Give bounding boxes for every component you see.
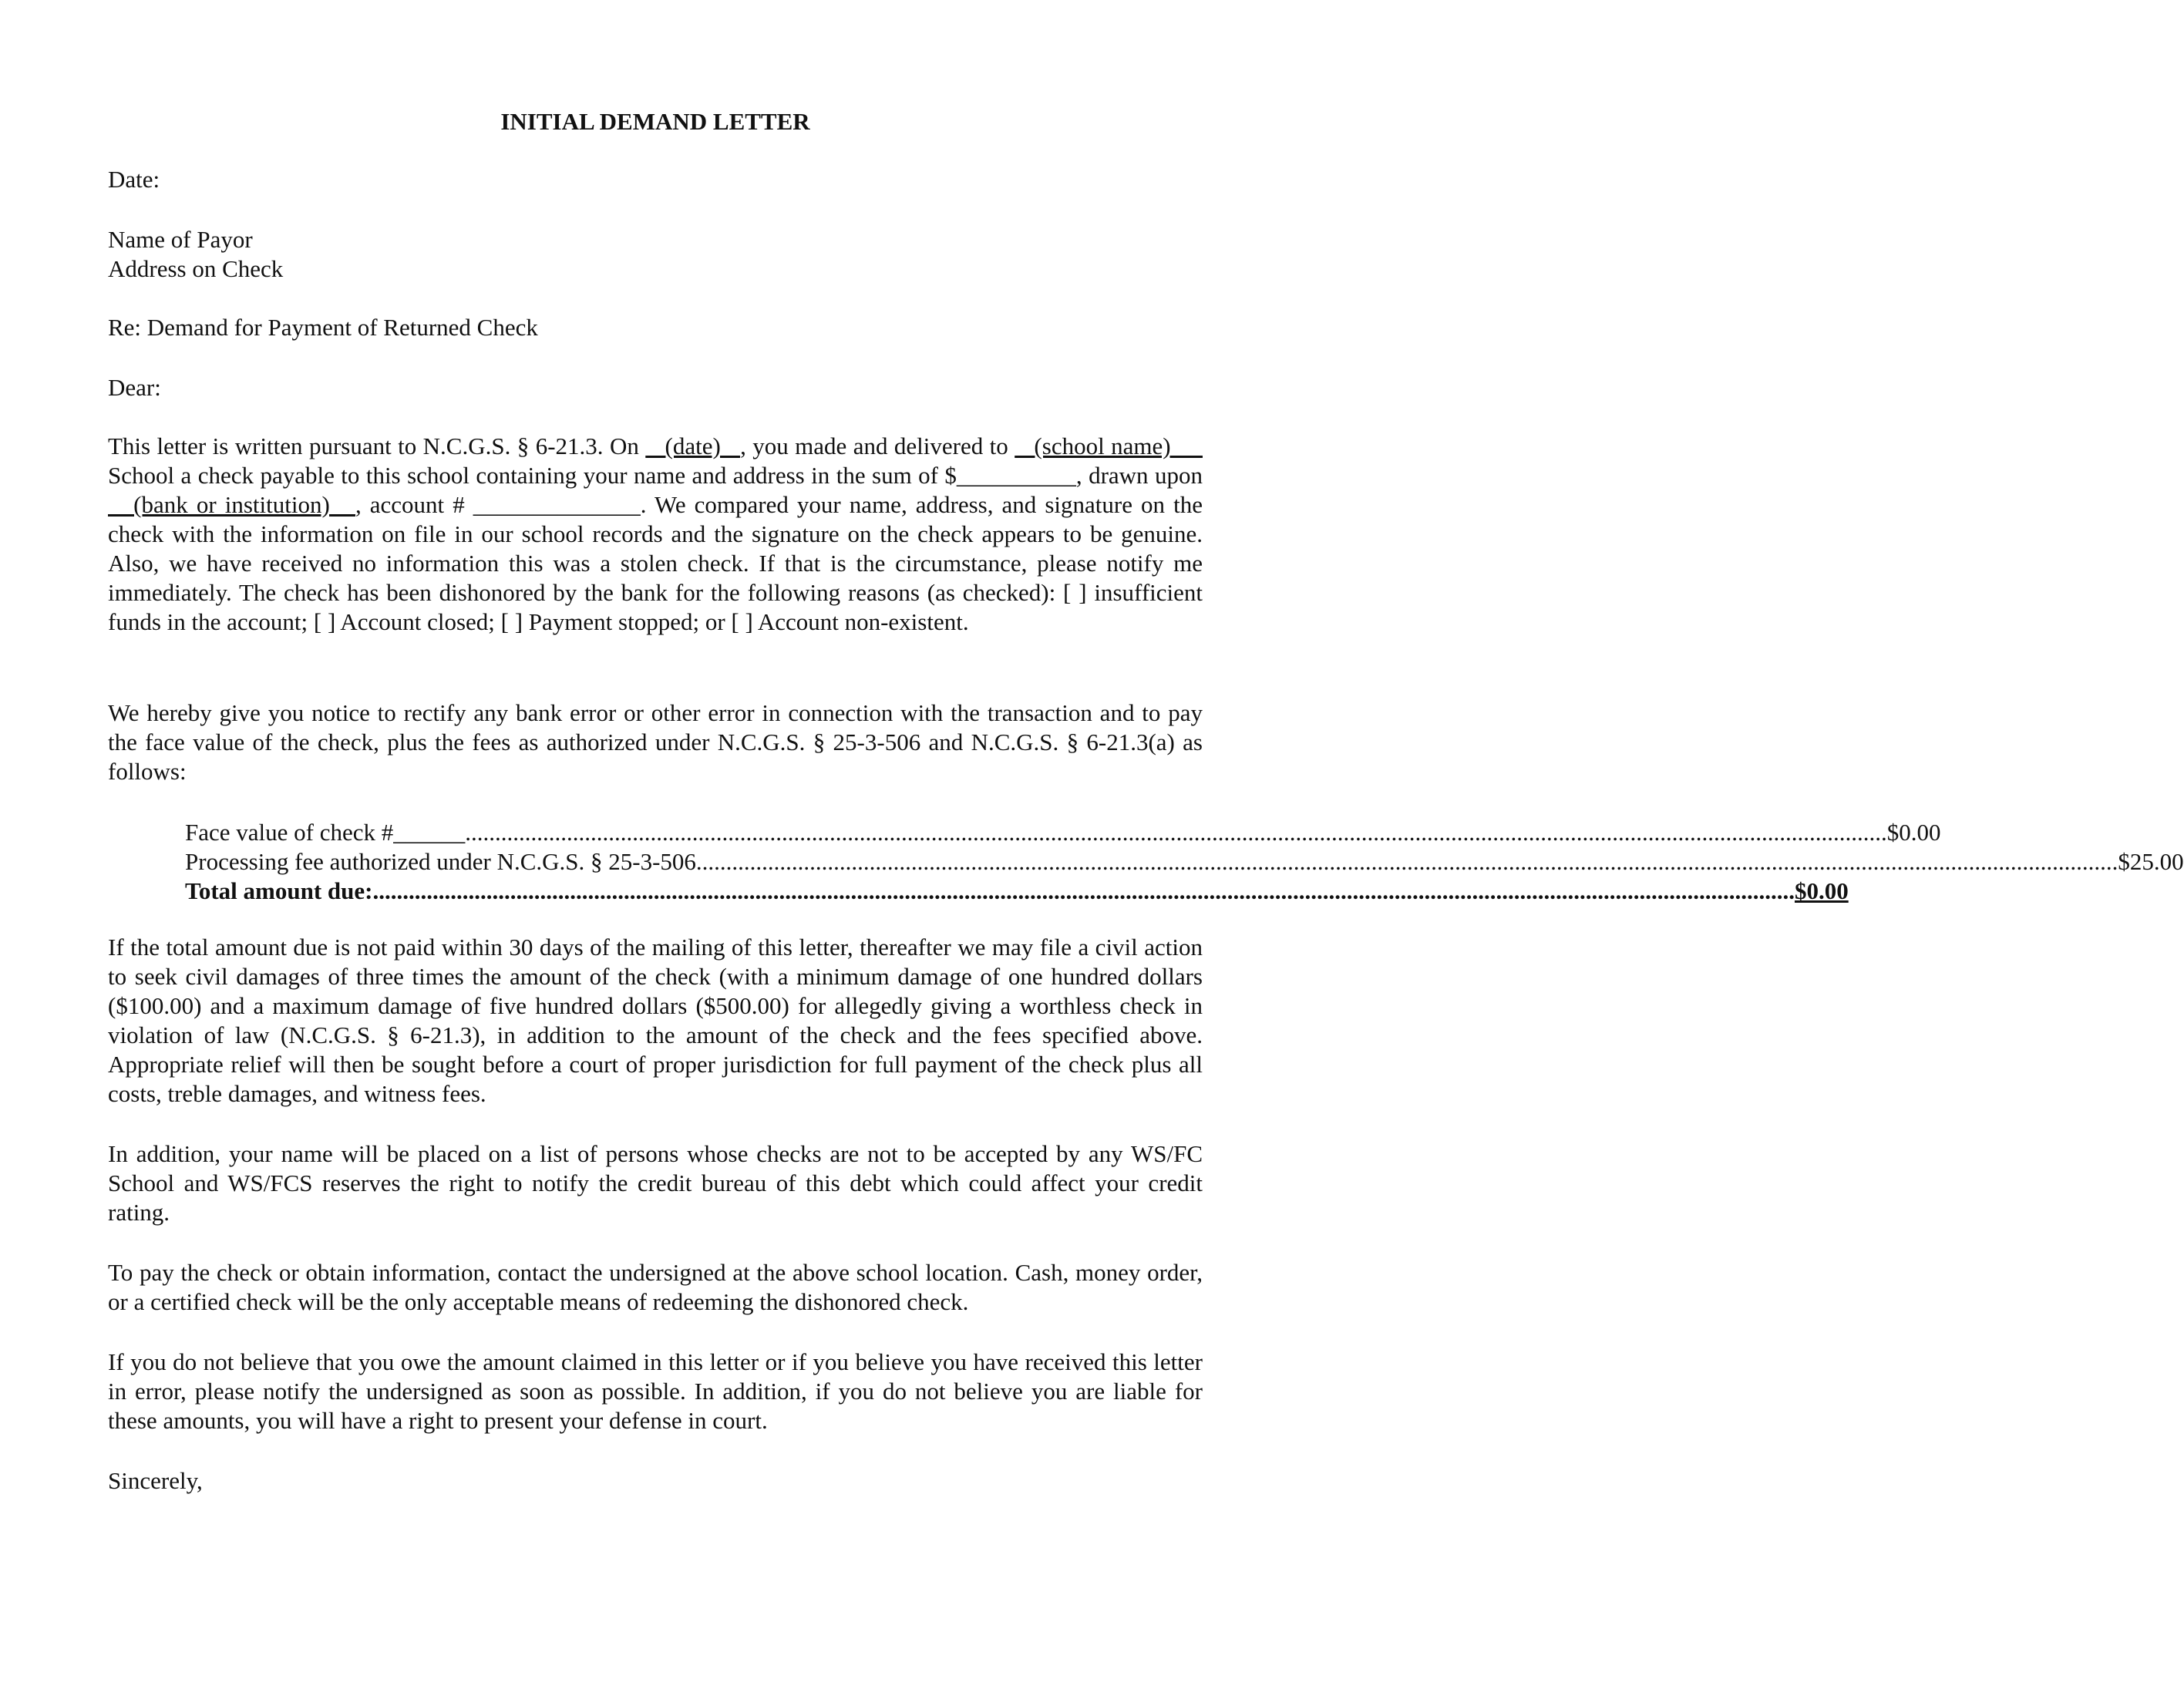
date-label: Date: xyxy=(108,166,160,193)
face-value-amount: $0.00 xyxy=(1886,819,1941,846)
page-title: INITIAL DEMAND LETTER xyxy=(500,108,810,135)
processing-fee-amount: $25.00 xyxy=(2118,848,2184,875)
p1-text-6: . We compared your name, address, and signature on the check with the information on file in our school records and the signature on the check appears to be genuine. Also, we have received no information this was a stolen check. If that is the circumstance, please notify me immediately. The check has been dishonored by the bank for the following reasons (as checked): [ ] insufficient funds in the account; [ ] Account closed; [ ] Payment stopped; or [ ] Account non-existent. xyxy=(108,491,1203,635)
paragraph-credit: In addition, your name will be placed on a list of persons whose checks are not to be accepted by any WS/FC School and WS/FCS reserves the right to notify the credit bureau of this debt which could affect your credit rating. xyxy=(108,1140,1203,1226)
payor-block xyxy=(108,225,1203,284)
closing: Sincerely, xyxy=(108,1467,203,1494)
paragraph-notice: We hereby give you notice to rectify any bank error or other error in connection with the transaction and to pay the face value of the check, plus the fees as authorized under N.C.G.S. § 25-3-506 and N.C.G.S. § 6-21.3(a) as follows: xyxy=(108,699,1203,785)
school-name-blank: (school name) xyxy=(1015,432,1203,459)
leader-dots: .............................................................................................................................................................................................................................................. xyxy=(465,819,1887,846)
p1-text-5: , account # xyxy=(355,491,473,518)
total-label: Total amount due: xyxy=(185,877,373,904)
face-value-label: Face value of check #______ xyxy=(185,819,466,846)
fee-row-face-value xyxy=(185,818,1941,847)
re-line: Re: Demand for Payment of Returned Check xyxy=(108,314,538,341)
account-number-blank: ______________ xyxy=(473,491,641,518)
paragraph-dispute: If you do not believe that you owe the amount claimed in this letter or if you believe you have received this letter in error, please notify the undersigned as soon as possible. In addition, if you do not believe you are liable for these amounts, you will have a right to present your defense in court. xyxy=(108,1348,1203,1434)
bank-blank: (bank or institution) xyxy=(108,491,355,518)
paragraph-pursuant xyxy=(108,432,1203,637)
processing-fee-label: Processing fee authorized under N.C.G.S. § 25-3-506 xyxy=(185,848,696,875)
fee-row-processing xyxy=(185,847,2184,877)
leader-dots: .............................................................................................................................................................................................................................................. xyxy=(372,877,1795,904)
p1-text-3: School a check payable to this school containing your name and address in the sum of $ xyxy=(108,462,957,489)
fee-table xyxy=(185,818,2184,906)
payor-name: Name of Payor xyxy=(108,226,253,253)
leader-dots: .............................................................................................................................................................................................................................................. xyxy=(695,848,2118,875)
fee-row-total xyxy=(185,877,1849,906)
total-amount: $0.00 xyxy=(1794,877,1849,904)
p1-text-2: , you made and delivered to xyxy=(740,432,1015,459)
payor-address: Address on Check xyxy=(108,255,284,282)
p1-text-1: This letter is written pursuant to N.C.G.S. § 6-21.3. On xyxy=(108,432,646,459)
p1-text-4: , drawn upon xyxy=(1075,462,1203,489)
paragraph-payment: To pay the check or obtain information, contact the undersigned at the above school location. Cash, money order, or a certified check will be the only acceptable means of redeeming the dishonored check. xyxy=(108,1259,1203,1315)
amount-blank: __________ xyxy=(956,462,1076,489)
date-blank: (date) xyxy=(645,432,741,459)
paragraph-civil-action: If the total amount due is not paid within 30 days of the mailing of this letter, thereafter we may file a civil action to seek civil damages of three times the amount of the check (with a minimum damage of one hundred dollars ($100.00) and a maximum damage of five hundred dollars ($500.00) for allegedly giving a worthless check in violation of law (N.C.G.S. § 6-21.3), in addition to the amount of the check and the fees specified above. Appropriate relief will then be sought before a court of proper jurisdiction for full payment of the check plus all costs, treble damages, and witness fees. xyxy=(108,934,1203,1107)
salutation: Dear: xyxy=(108,374,161,401)
